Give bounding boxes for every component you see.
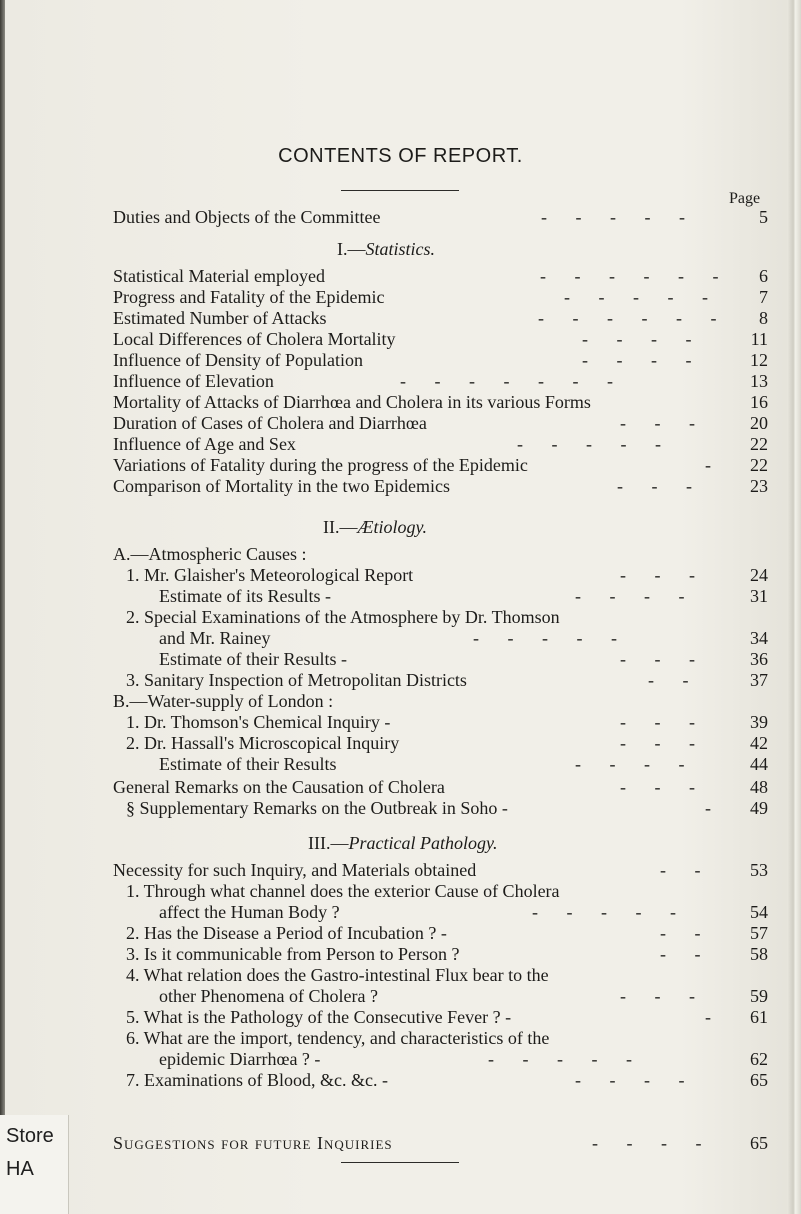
toc-entry: Estimated Number of Attacks — [113, 308, 327, 328]
toc-entry: and Mr. Rainey — [159, 628, 271, 648]
leader-dashes: - - - - — [575, 1070, 697, 1090]
toc-entry: epidemic Diarrhœa ? - — [159, 1049, 321, 1069]
toc-entry: Local Differences of Cholera Mortality — [113, 329, 396, 349]
section-heading-aetiology: II.—Ætiology. — [323, 517, 428, 537]
toc-entry-suggestions: Suggestions for future Inquiries — [113, 1133, 393, 1153]
leader-dashes: - - - — [620, 565, 707, 585]
toc-entry: Comparison of Mortality in the two Epidemics — [113, 476, 450, 496]
toc-entry: 5. What is the Pathology of the Consecutive Fever ? - — [126, 1007, 512, 1027]
toc-entry: 1. Through what channel does the exterior Cause of Cholera — [126, 881, 560, 901]
leader-dashes: - - — [660, 923, 713, 943]
leader-dashes: - - - — [620, 649, 707, 669]
toc-entry: Influence of Age and Sex — [113, 434, 296, 454]
leader-dashes: - - - - - — [532, 902, 688, 922]
leader-dashes: - - - — [620, 777, 707, 797]
toc-entry: Variations of Fatality during the progress of the Epidemic — [113, 455, 528, 475]
toc-page-number: 34 — [750, 628, 768, 648]
leader-dashes: - - - - - — [564, 287, 720, 307]
leader-dashes: - - - - — [575, 754, 697, 774]
leader-dashes: - - - - - - — [538, 308, 729, 328]
leader-dashes: - - - - - — [473, 628, 629, 648]
toc-entry: Statistical Material employed — [113, 266, 325, 286]
closing-rule — [341, 1162, 459, 1163]
toc-entry: Estimate of their Results — [159, 754, 337, 774]
toc-entry-label: Duties and Objects of the Committee — [113, 207, 381, 227]
toc-entry: Mortality of Attacks of Diarrhœa and Cholera in its various Forms — [113, 392, 591, 412]
leader-dashes: - - — [660, 860, 713, 880]
toc-entry: 7. Examinations of Blood, &c. &c. - — [126, 1070, 388, 1090]
sticker-text-line: HA — [6, 1158, 34, 1180]
leader-dashes: - - - — [620, 986, 707, 1006]
toc-entry: 3. Sanitary Inspection of Metropolitan Districts — [126, 670, 467, 690]
toc-page-number: 31 — [750, 586, 768, 606]
toc-entry: 1. Dr. Thomson's Chemical Inquiry - — [126, 712, 391, 732]
leader-dashes: - - - — [617, 476, 704, 496]
page-right-edge — [787, 0, 801, 1214]
toc-page-number: 42 — [750, 733, 768, 753]
leader-dashes: - - - — [620, 733, 707, 753]
toc-entry: 2. Special Examinations of the Atmosphere by Dr. Thomson — [126, 607, 560, 627]
toc-entry: Influence of Elevation — [113, 371, 274, 391]
section-heading-statistics: I.—Statistics. — [337, 239, 436, 259]
toc-page-number: 62 — [750, 1049, 768, 1069]
leader-dashes: - - - - - - — [540, 266, 731, 286]
title-rule — [341, 190, 459, 191]
subsection-heading: A.—Atmospheric Causes : — [113, 544, 307, 564]
toc-page-number: 5 — [759, 207, 768, 227]
toc-page-number: 6 — [759, 266, 768, 286]
toc-page-number: 65 — [750, 1133, 768, 1153]
page-left-edge — [0, 0, 5, 1214]
section-heading-pathology: III.—Practical Pathology. — [308, 833, 498, 853]
toc-entry: 4. What relation does the Gastro-intestinal Flux bear to the — [126, 965, 549, 985]
toc-entry: § Supplementary Remarks on the Outbreak in Soho - — [126, 798, 508, 818]
leader-dashes: - — [705, 798, 723, 818]
toc-page-number: 58 — [750, 944, 768, 964]
toc-page-number: 20 — [750, 413, 768, 433]
toc-entry: Estimate of their Results - — [159, 649, 347, 669]
toc-page-number: 48 — [750, 777, 768, 797]
toc-page-number: 23 — [750, 476, 768, 496]
toc-page-number: 57 — [750, 923, 768, 943]
toc-page-number: 65 — [750, 1070, 768, 1090]
leader-dashes: - - — [660, 944, 713, 964]
toc-page-number: 24 — [750, 565, 768, 585]
page-title: CONTENTS OF REPORT. — [278, 145, 523, 167]
toc-page-number: 59 — [750, 986, 768, 1006]
toc-entry: General Remarks on the Causation of Cholera — [113, 777, 445, 797]
toc-page-number: 16 — [750, 392, 768, 412]
toc-entry: Necessity for such Inquiry, and Materials obtained — [113, 860, 477, 880]
toc-page-number: 54 — [750, 902, 768, 922]
toc-entry: affect the Human Body ? — [159, 902, 340, 922]
leader-dashes: - - - - — [592, 1133, 714, 1153]
leader-dashes: - - - - - - - — [400, 371, 625, 391]
leader-dashes: - - - - — [575, 586, 697, 606]
toc-entry: Estimate of its Results - — [159, 586, 331, 606]
subsection-heading: B.—Water-supply of London : — [113, 691, 334, 711]
toc-entry: 6. What are the import, tendency, and characteristics of the — [126, 1028, 550, 1048]
toc-page-number: 22 — [750, 455, 768, 475]
toc-page-number: 22 — [750, 434, 768, 454]
leader-dashes: - - - - - — [517, 434, 673, 454]
toc-page-number: 61 — [750, 1007, 768, 1027]
leader-dashes: - - - - — [582, 350, 704, 370]
toc-entry: 2. Has the Disease a Period of Incubation ? - — [126, 923, 447, 943]
toc-entry: Duration of Cases of Cholera and Diarrhœa — [113, 413, 427, 433]
page-column-heading: Page — [729, 190, 761, 207]
toc-page-number: 36 — [750, 649, 768, 669]
toc-entry: other Phenomena of Cholera ? — [159, 986, 378, 1006]
toc-entry: Progress and Fatality of the Epidemic — [113, 287, 385, 307]
toc-page-number: 11 — [750, 329, 768, 349]
leader-dashes: - - - — [620, 413, 707, 433]
toc-page-number: 44 — [750, 754, 768, 774]
leader-dashes: - - — [648, 670, 701, 690]
library-label-sticker — [0, 1115, 69, 1214]
sticker-text-line: Store — [6, 1125, 54, 1147]
toc-entry: 1. Mr. Glaisher's Meteorological Report — [126, 565, 414, 585]
leader-dashes: - - - — [620, 712, 707, 732]
toc-page-number: 8 — [759, 308, 768, 328]
toc-entry: Influence of Density of Population — [113, 350, 363, 370]
leader-dashes: - - - - - — [488, 1049, 644, 1069]
leader-dashes: - — [705, 1007, 723, 1027]
leader-dashes: - — [705, 455, 723, 475]
toc-entry: 2. Dr. Hassall's Microscopical Inquiry — [126, 733, 400, 753]
toc-page-number: 12 — [750, 350, 768, 370]
leader-dashes: - - - - — [582, 329, 704, 349]
toc-page-number: 39 — [750, 712, 768, 732]
toc-entry: 3. Is it communicable from Person to Person ? — [126, 944, 460, 964]
toc-page-number: 13 — [750, 371, 768, 391]
toc-page-number: 7 — [759, 287, 768, 307]
toc-page-number: 37 — [750, 670, 768, 690]
leader-dashes: - - - - - — [541, 207, 697, 227]
toc-entry — [113, 207, 697, 227]
toc-page-number: 49 — [750, 798, 768, 818]
toc-page-number: 53 — [750, 860, 768, 880]
